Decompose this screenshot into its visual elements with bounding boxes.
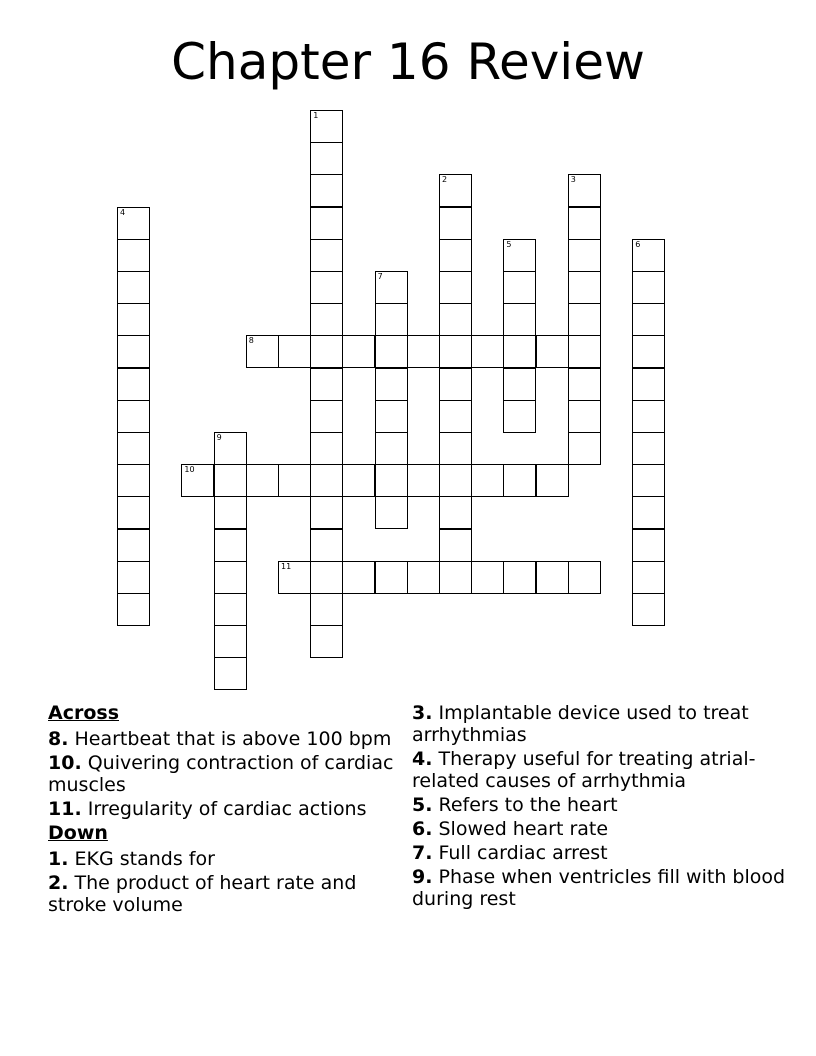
grid-cell[interactable] [568, 239, 601, 272]
grid-cell[interactable] [503, 335, 536, 368]
clue-down-6: 6. Slowed heart rate [412, 818, 609, 840]
grid-cell[interactable] [117, 432, 150, 465]
clue-number: 8 [248, 336, 254, 346]
grid-cell[interactable] [632, 400, 665, 433]
clue-number: 5 [506, 239, 512, 249]
grid-cell[interactable] [632, 368, 665, 401]
grid-cell[interactable] [503, 464, 536, 497]
grid-cell[interactable] [536, 464, 569, 497]
grid-cell[interactable] [214, 464, 247, 497]
clue-number: 11 [281, 561, 292, 571]
grid-cell[interactable] [342, 561, 375, 594]
grid-cell[interactable] [568, 432, 601, 465]
clue-number: 2 [442, 175, 448, 185]
grid-cell[interactable] [246, 464, 279, 497]
clue-number: 3 [570, 175, 576, 185]
grid-cell[interactable] [503, 303, 536, 336]
clue-number: 4 [120, 207, 126, 217]
grid-cell[interactable] [471, 464, 504, 497]
grid-cell[interactable] [342, 335, 375, 368]
grid-cell[interactable] [117, 239, 150, 272]
grid-cell[interactable] [568, 400, 601, 433]
grid-cell[interactable] [632, 561, 665, 594]
grid-cell[interactable] [310, 368, 343, 401]
grid-cell[interactable] [117, 303, 150, 336]
clue-down-1: 1. EKG stands for [48, 848, 215, 870]
grid-cell[interactable] [439, 303, 472, 336]
grid-cell[interactable] [632, 593, 665, 626]
grid-cell[interactable] [439, 207, 472, 240]
grid-cell[interactable] [310, 335, 343, 368]
clue-down-9: 9. Phase when ventricles fill with blood during rest [412, 866, 786, 910]
clue-number: 9 [216, 433, 222, 442]
grid-cell[interactable] [310, 110, 343, 143]
grid-cell[interactable] [214, 625, 247, 658]
clues-column-right [412, 702, 792, 912]
grid-cell[interactable] [632, 529, 665, 562]
grid-cell[interactable] [536, 561, 569, 594]
grid-cell[interactable] [568, 207, 601, 240]
grid-cell[interactable] [214, 593, 247, 626]
grid-cell[interactable] [375, 561, 408, 594]
grid-cell[interactable] [375, 335, 408, 368]
clue-across-10: 10. Quivering contraction of cardiac muscles [48, 752, 394, 796]
grid-cell[interactable] [632, 496, 665, 529]
grid-cell[interactable] [117, 207, 150, 240]
page-title: Chapter 16 Review [171, 33, 645, 91]
grid-cell[interactable] [471, 561, 504, 594]
grid-cell[interactable] [407, 335, 440, 368]
grid-cell[interactable] [632, 303, 665, 336]
clue-number: 10 [184, 465, 195, 475]
grid-cell[interactable] [439, 464, 472, 497]
grid-cell[interactable] [214, 529, 247, 562]
grid-cell[interactable] [278, 464, 311, 497]
grid-cell[interactable] [310, 303, 343, 336]
grid-cell[interactable] [439, 496, 472, 529]
grid-cell[interactable] [310, 174, 343, 207]
clue-down-5: 5. Refers to the heart [412, 794, 618, 816]
down-heading: Down [48, 822, 108, 844]
grid-cell[interactable] [310, 207, 343, 240]
grid-cell[interactable] [117, 593, 150, 626]
grid-cell[interactable] [439, 561, 472, 594]
grid-cell[interactable] [278, 561, 311, 594]
grid-cell[interactable] [310, 464, 343, 497]
grid-cell[interactable] [375, 496, 408, 529]
grid-cell[interactable] [568, 561, 601, 594]
grid-cell[interactable] [568, 174, 601, 207]
grid-cell[interactable] [117, 496, 150, 529]
grid-cell[interactable] [439, 174, 472, 207]
grid-cell[interactable] [214, 432, 247, 465]
grid-cell[interactable] [632, 464, 665, 497]
grid-cell[interactable] [375, 464, 408, 497]
clue-down-7: 7. Full cardiac arrest [412, 842, 608, 864]
grid-cell[interactable] [117, 335, 150, 368]
grid-cell[interactable] [375, 368, 408, 401]
clue-across-11: 11. Irregularity of cardiac actions [48, 798, 367, 820]
grid-cell[interactable] [503, 561, 536, 594]
grid-cell[interactable] [310, 593, 343, 626]
grid-cell[interactable] [310, 529, 343, 562]
grid-cell[interactable] [439, 529, 472, 562]
grid-cell[interactable] [568, 335, 601, 368]
grid-cell[interactable] [246, 335, 279, 368]
grid-cell[interactable] [407, 561, 440, 594]
grid-cell[interactable] [503, 239, 536, 272]
grid-cell[interactable] [375, 432, 408, 465]
grid-cell[interactable] [342, 464, 375, 497]
grid-cell[interactable] [310, 142, 343, 175]
grid-cell[interactable] [310, 271, 343, 304]
grid-cell[interactable] [632, 239, 665, 272]
clue-number: 1 [313, 111, 319, 120]
grid-cell[interactable] [375, 400, 408, 433]
grid-cell[interactable] [439, 239, 472, 272]
clue-across-8: 8. Heartbeat that is above 100 bpm [48, 728, 392, 750]
grid-cell[interactable] [214, 561, 247, 594]
across-heading: Across [48, 702, 120, 724]
grid-cell[interactable] [375, 271, 408, 304]
grid-cell[interactable] [117, 400, 150, 433]
grid-cell[interactable] [439, 335, 472, 368]
grid-cell[interactable] [117, 464, 150, 497]
grid-cell[interactable] [310, 400, 343, 433]
grid-cell[interactable] [632, 271, 665, 304]
grid-cell[interactable] [278, 335, 311, 368]
grid-cell[interactable] [568, 368, 601, 401]
grid-cell[interactable] [568, 271, 601, 304]
grid-cell[interactable] [117, 529, 150, 562]
clue-number: 7 [377, 272, 383, 281]
grid-cell[interactable] [310, 625, 343, 658]
grid-cell[interactable] [439, 271, 472, 304]
clues-column-left [48, 702, 398, 918]
grid-cell[interactable] [310, 561, 343, 594]
grid-cell[interactable] [503, 400, 536, 433]
grid-cell[interactable] [214, 657, 247, 690]
clue-down-3: 3. Implantable device used to treat arrhythmias [412, 702, 749, 746]
grid-cell[interactable] [439, 400, 472, 433]
grid-cell[interactable] [310, 432, 343, 465]
grid-cell[interactable] [310, 496, 343, 529]
grid-cell[interactable] [117, 368, 150, 401]
grid-cell[interactable] [471, 335, 504, 368]
grid-cell[interactable] [503, 271, 536, 304]
grid-cell[interactable] [117, 271, 150, 304]
grid-cell[interactable] [536, 335, 569, 368]
grid-cell[interactable] [181, 464, 214, 497]
grid-cell[interactable] [117, 561, 150, 594]
grid-cell[interactable] [632, 432, 665, 465]
clue-down-2: 2. The product of heart rate and stroke volume [48, 872, 357, 916]
grid-cell[interactable] [439, 432, 472, 465]
grid-cell[interactable] [375, 303, 408, 336]
grid-cell[interactable] [407, 464, 440, 497]
grid-cell[interactable] [503, 368, 536, 401]
clue-down-4: 4. Therapy useful for treating atrial-related causes of arrhythmia [412, 748, 756, 792]
grid-cell[interactable] [214, 496, 247, 529]
grid-cell[interactable] [632, 335, 665, 368]
clue-number: 6 [635, 239, 641, 249]
grid-cell[interactable] [310, 239, 343, 272]
grid-cell[interactable] [439, 368, 472, 401]
grid-cell[interactable] [568, 303, 601, 336]
